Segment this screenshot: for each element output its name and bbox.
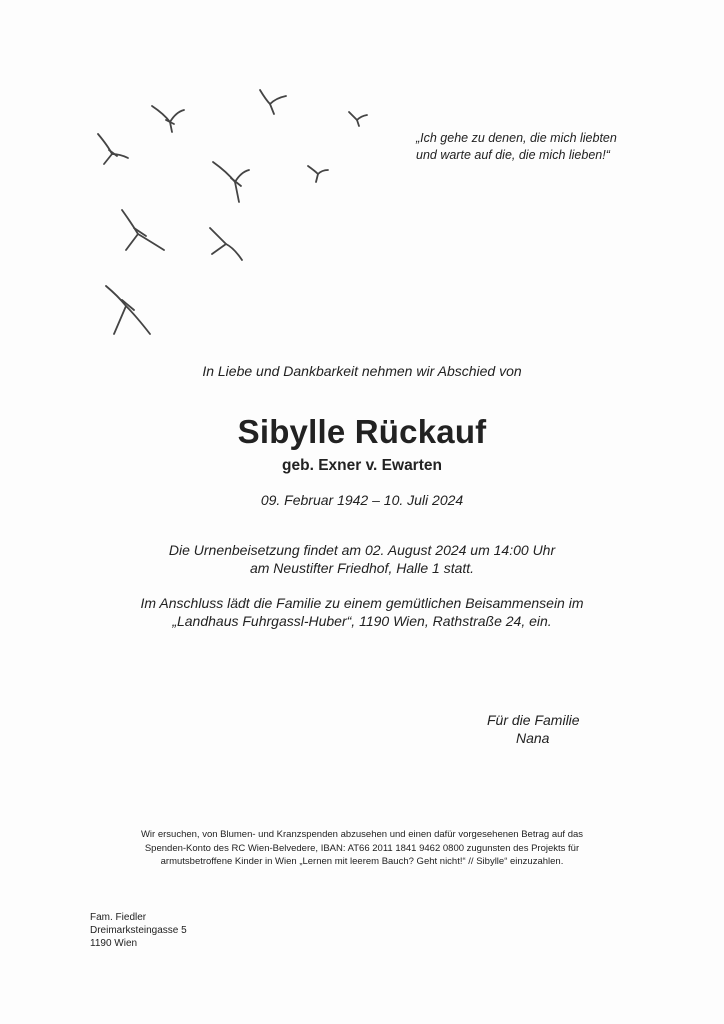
sender-address	[90, 911, 187, 950]
funeral-line: am Neustifter Friedhof, Halle 1 statt.	[249, 560, 475, 576]
address-line: Fam. Fiedler	[90, 912, 147, 923]
gathering-line: Im Anschluss lädt die Familie zu einem gemütlichen Beisammensein im	[140, 595, 584, 611]
quote	[416, 130, 696, 164]
quote-line: und warte auf die, die mich lieben!“	[416, 148, 610, 162]
gathering-line: „Landhaus Fuhrgassl-Huber“, 1190 Wien, Rathstraße 24, ein.	[172, 613, 552, 629]
signature	[487, 711, 580, 747]
maiden-name: geb. Exner v. Ewarten	[282, 457, 442, 474]
address-line: Dreimarksteingasse 5	[90, 925, 187, 936]
donation-line: Spenden-Konto des RC Wien-Belvedere, IBAN: AT66 2011 1841 9462 0800 zugunsten des Projekts für	[144, 842, 580, 854]
donation-request	[100, 828, 624, 869]
address-line: 1190 Wien	[90, 938, 138, 949]
donation-line: armutsbetroffene Kinder in Wien „Lernen mit leerem Bauch? Geht nicht!“ // Sibylle“ einzuzahlen.	[160, 856, 564, 867]
life-dates: 09. Februar 1942 – 10. Juli 2024	[260, 492, 464, 508]
signature-name: Nana	[516, 730, 550, 746]
funeral-info	[0, 541, 724, 577]
signature-line: Für die Familie	[487, 712, 580, 728]
funeral-line: Die Urnenbeisetzung findet am 02. August 2024 um 14:00 Uhr	[168, 542, 556, 558]
gathering-info	[0, 594, 724, 630]
donation-line: Wir ersuchen, von Blumen- und Kranzspenden abzusehen und einen dafür vorgesehenen Betrag auf das	[140, 829, 584, 840]
flying-birds-icon	[80, 80, 380, 350]
deceased-name: Sibylle Rückauf	[237, 413, 487, 450]
intro-text: In Liebe und Dankbarkeit nehmen wir Abschied von	[202, 363, 522, 379]
quote-line: „Ich gehe zu denen, die mich liebten	[416, 131, 617, 145]
